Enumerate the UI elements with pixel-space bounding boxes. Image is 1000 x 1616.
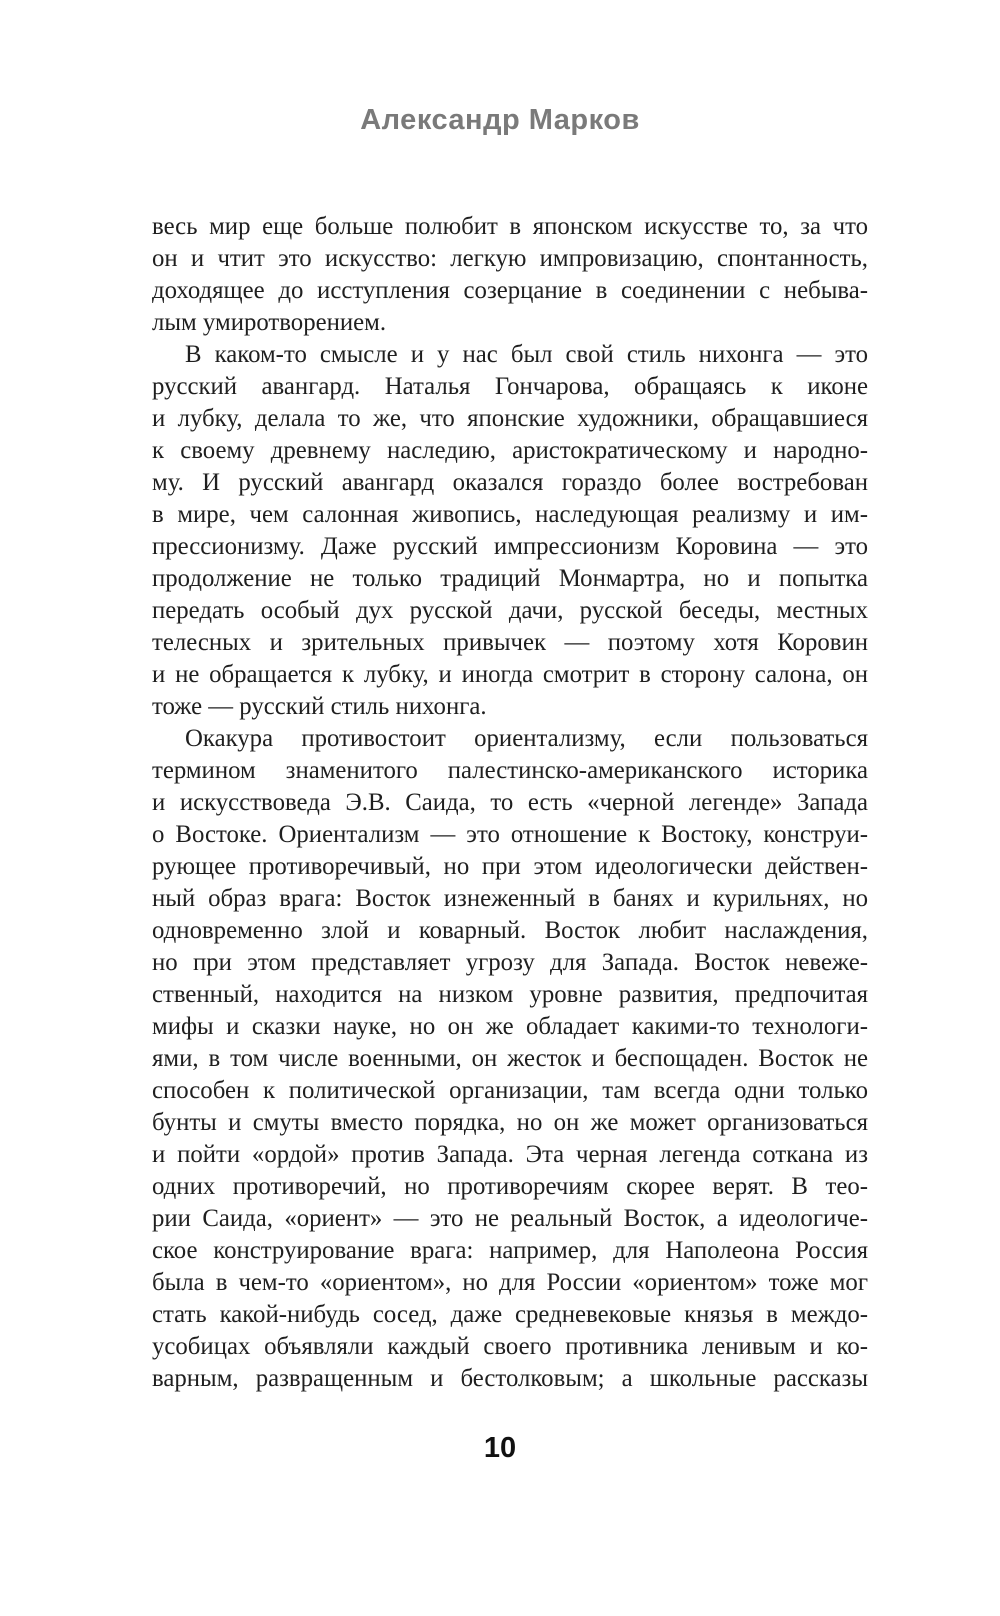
text-line: и пойти «ордой» против Запада. Эта черная легенда соткана из xyxy=(152,1141,868,1168)
text-line: но при этом представляет угрозу для Запада. Восток невеже- xyxy=(152,949,868,976)
text-line: ный образ врага: Восток изнеженный в банях и курильнях, но xyxy=(152,885,868,912)
text-line: была в чем-то «ориентом», но для России «ориентом» тоже мог xyxy=(152,1269,868,1296)
text-line: весь мир еще больше полюбит в японском искусстве то, за что xyxy=(152,213,868,240)
text-line: русский авангард. Наталья Гончарова, обращаясь к иконе xyxy=(152,373,868,400)
text-line: он и чтит это искусство: легкую импровизацию, спонтанность, xyxy=(152,245,868,272)
text-line: к своему древнему наследию, аристократическому и народно- xyxy=(152,437,868,464)
text-line: одновременно злой и коварный. Восток любит наслаждения, xyxy=(152,917,868,944)
text-line: усобицах объявляли каждый своего противника ленивым и ко- xyxy=(152,1333,868,1360)
text-line: ственный, находится на низком уровне развития, предпочитая xyxy=(152,981,868,1008)
text-line: прессионизму. Даже русский импрессионизм Коровина — это xyxy=(152,533,868,560)
text-line: ское конструирование врага: например, для Наполеона Россия xyxy=(152,1237,868,1264)
text-line: Окакура противостоит ориентализму, если пользоваться xyxy=(185,725,868,752)
text-line: стать какой-нибудь сосед, даже средневековые князья в междо- xyxy=(152,1301,868,1328)
text-line: варным, развращенным и бестолковым; а школьные рассказы xyxy=(152,1365,868,1392)
text-line: доходящее до исступления созерцание в соединении с небыва- xyxy=(152,277,868,304)
text-line: одних противоречий, но противоречиям скорее верят. В тео- xyxy=(152,1173,868,1200)
text-line: тоже — русский стиль нихонга. xyxy=(152,693,487,720)
text-line: му. И русский авангард оказался гораздо более востребован xyxy=(152,469,868,496)
page-number: 10 xyxy=(483,1432,517,1464)
body-text xyxy=(152,211,868,1395)
text-line: о Востоке. Ориентализм — это отношение к Востоку, конструи- xyxy=(152,821,868,848)
text-line: и лубку, делала то же, что японские художники, обращавшиеся xyxy=(152,405,868,432)
text-line: ями, в том числе военными, он жесток и беспощаден. Восток не xyxy=(152,1045,868,1072)
text-line: в мире, чем салонная живопись, наследующая реализму и им- xyxy=(152,501,868,528)
text-line: рии Саида, «ориент» — это не реальный Восток, а идеологиче- xyxy=(152,1205,868,1232)
text-line: бунты и смуты вместо порядка, но он же может организоваться xyxy=(152,1109,868,1136)
text-line: и искусствоведа Э.В. Саида, то есть «черной легенде» Запада xyxy=(152,789,868,816)
running-header-author: Александр Марков xyxy=(360,104,640,136)
text-line: способен к политической организации, там всегда одни только xyxy=(152,1077,868,1104)
text-line: и не обращается к лубку, и иногда смотрит в сторону салона, он xyxy=(152,661,868,688)
text-line: термином знаменитого палестинско-американского историка xyxy=(152,757,868,784)
text-line: продолжение не только традиций Монмартра, но и попытка xyxy=(152,565,868,592)
text-line: передать особый дух русской дачи, русской беседы, местных xyxy=(152,597,868,624)
text-line: рующее противоречивый, но при этом идеологически действен- xyxy=(152,853,868,880)
text-line: В каком-то смысле и у нас был свой стиль нихонга — это xyxy=(185,341,868,368)
text-line: мифы и сказки науке, но он же обладает какими-то технологи- xyxy=(152,1013,868,1040)
text-line: телесных и зрительных привычек — поэтому хотя Коровин xyxy=(152,629,868,656)
text-line: лым умиротворением. xyxy=(152,309,387,336)
